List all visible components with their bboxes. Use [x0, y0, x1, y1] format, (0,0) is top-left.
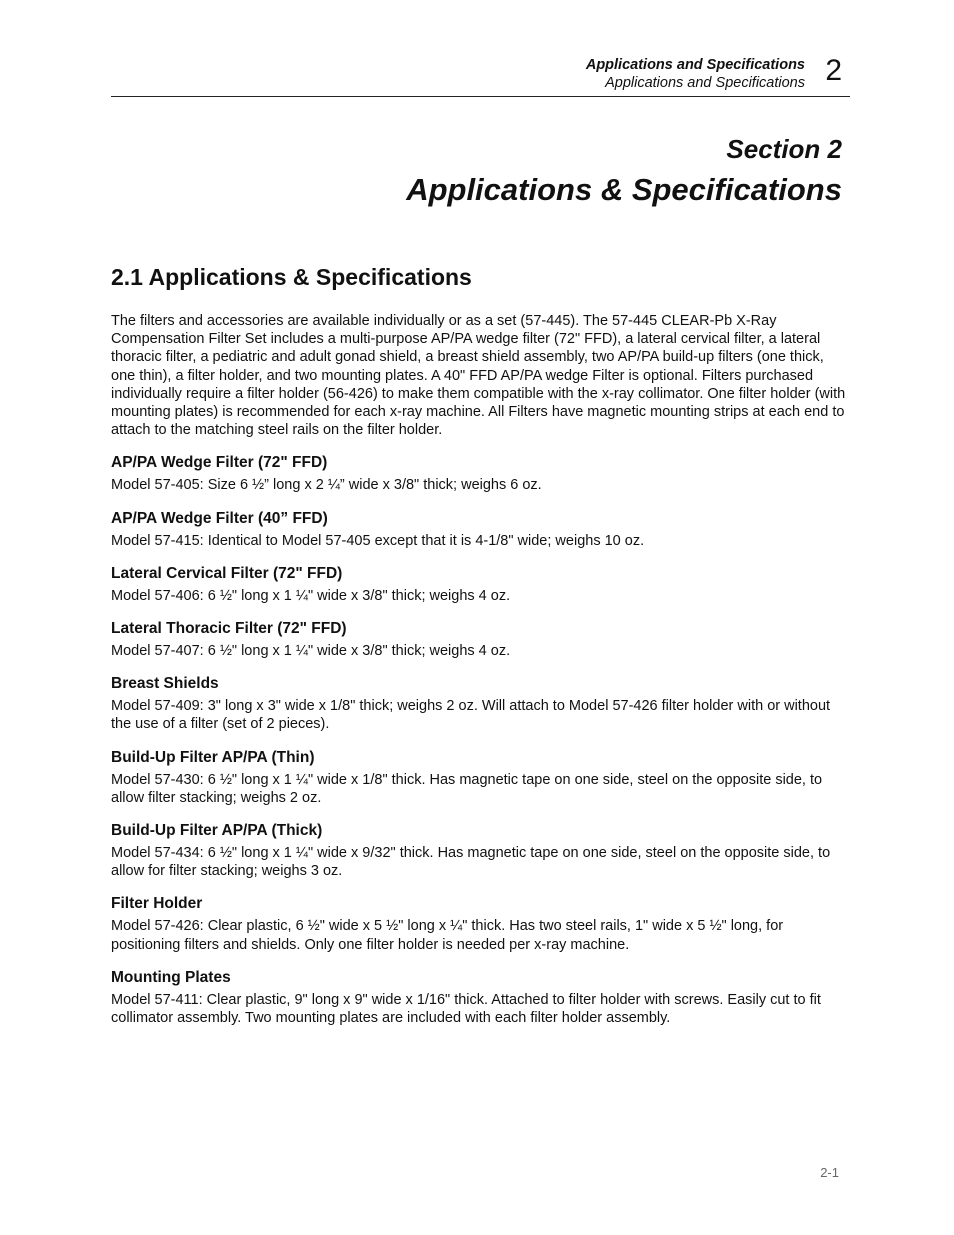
- main-content: [111, 312, 846, 1027]
- spec-description: Model 57-409: 3" long x 3" wide x 1/8" thick; weighs 2 oz. Will attach to Model 57-426 filter holder with or without the use of a filter (set of 2 pieces).: [111, 698, 831, 733]
- spec-breast-shields: [111, 674, 846, 733]
- spec-title: Lateral Cervical Filter (72" FFD): [111, 564, 343, 582]
- spec-title: AP/PA Wedge Filter (40” FFD): [111, 509, 328, 527]
- spec-description: Model 57-405: Size 6 ½” long x 2 ¼” wide x 3/8" thick; weighs 6 oz.: [111, 477, 542, 494]
- running-header-text: [586, 56, 805, 92]
- spec-title: Mounting Plates: [111, 968, 231, 986]
- spec-title: Lateral Thoracic Filter (72" FFD): [111, 620, 347, 638]
- spec-title: Build-Up Filter AP/PA (Thick): [111, 822, 323, 840]
- running-header: [111, 52, 850, 97]
- subsection-heading: 2.1 Applications & Specifications: [111, 264, 472, 290]
- section-label: Section 2: [726, 134, 842, 164]
- spec-description: Model 57-407: 6 ½" long x 1 ¼" wide x 3/8" thick; weighs 4 oz.: [111, 643, 511, 660]
- spec-filter-holder: [111, 894, 846, 953]
- spec-title: Filter Holder: [111, 895, 203, 913]
- spec-description: Model 57-430: 6 ½" long x 1 ¼" wide x 1/8" thick. Has magnetic tape on one side, steel on the opposite side, to allow filter stacking; weighs 2 oz.: [111, 771, 823, 806]
- spec-lateral-cervical: [111, 564, 846, 605]
- chapter-number: 2: [825, 54, 842, 87]
- running-header-section-title: Applications and Specifications: [605, 75, 805, 91]
- intro-paragraph: The filters and accessories are available individually or as a set (57-445). The 57-445 CLEAR-Pb X-Ray Compensation Filter Set includes a multi-purpose AP/PA wedge filter (72" FFD), a lateral cervical filter, a lateral thoracic filter, a pediatric and adult gonad shield, a breast shield assembly, two AP/PA build-up filters (one thick, one thin), a filter holder, and two mounting plates. A 40" FFD AP/PA wedge Filter is optional. Filters purchased individually require a filter holder (56-426) to make them compatible with the x-ray collimator. One filter holder (with mounting plates) is recommended for each x-ray machine. All Filters have magnetic mounting strips at each end to attach to the matching steel rails on the filter holder.: [111, 313, 846, 439]
- spec-description: Model 57-426: Clear plastic, 6 ½" wide x 5 ½" long x ¼" thick. Has two steel rails, 1" wide x 5 ½" long, for positioning filters and shields. Only one filter holder is needed per x-ray machine.: [111, 918, 784, 953]
- spec-ap-pa-wedge-40: [111, 509, 846, 550]
- spec-title: Build-Up Filter AP/PA (Thin): [111, 748, 315, 766]
- spec-title: Breast Shields: [111, 675, 219, 693]
- spec-description: Model 57-415: Identical to Model 57-405 except that it is 4-1/8" wide; weighs 10 oz.: [111, 532, 645, 549]
- spec-lateral-thoracic: [111, 619, 846, 660]
- spec-description: Model 57-434: 6 ½" long x 1 ¼" wide x 9/32" thick. Has magnetic tape on one side, steel on the opposite side, to allow for filter stacking; weighs 3 oz.: [111, 845, 831, 880]
- spec-build-up-thin: [111, 748, 846, 807]
- spec-mounting-plates: [111, 968, 846, 1027]
- spec-title: AP/PA Wedge Filter (72" FFD): [111, 454, 328, 472]
- page-number: 2-1: [820, 1165, 839, 1180]
- spec-description: Model 57-406: 6 ½" long x 1 ¼" wide x 3/8" thick; weighs 4 oz.: [111, 587, 511, 604]
- running-header-chapter-title: Applications and Specifications: [585, 57, 805, 73]
- section-title: Applications & Specifications: [406, 172, 842, 207]
- spec-build-up-thick: [111, 821, 846, 880]
- spec-description: Model 57-411: Clear plastic, 9" long x 9" wide x 1/16" thick. Attached to filter holder with screws. Easily cut to fit collimator assembly. Two mounting plates are included with each filter holder assembly.: [111, 991, 821, 1027]
- spec-ap-pa-wedge-72: [111, 453, 846, 494]
